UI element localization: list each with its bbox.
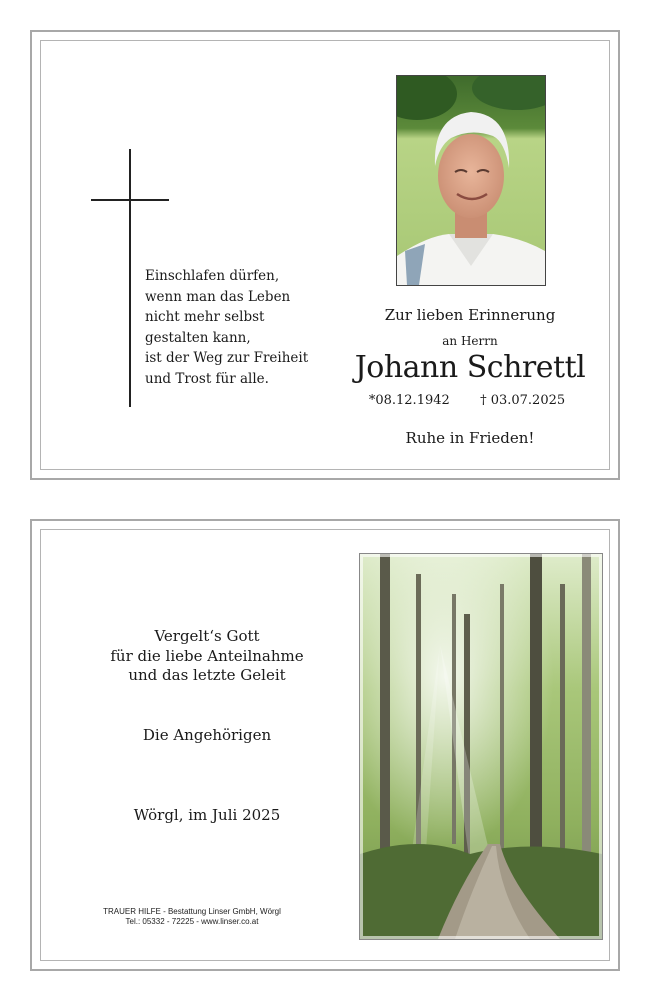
memorial-card-back — [30, 519, 620, 971]
poem-line: wenn man das Leben — [145, 288, 291, 305]
thanks-text — [82, 627, 332, 686]
imprint-line: Tel.: 05332 - 72225 - www.linser.co.at — [125, 917, 259, 926]
deceased-name: Johann Schrettl — [354, 350, 586, 385]
memorial-card-front — [30, 30, 620, 480]
thanks-line: Vergelt‘s Gott — [154, 627, 260, 645]
poem-line: nicht mehr selbst — [145, 309, 265, 325]
funeral-home-imprint — [72, 907, 312, 927]
place-date: Wörgl, im Juli 2025 — [133, 806, 281, 824]
poem-line: gestalten kann, — [145, 329, 251, 346]
poem-line: ist der Weg zur Freiheit — [145, 350, 309, 366]
salutation: an Herrn — [442, 334, 498, 348]
birth-date: *08.12.1942 — [368, 393, 450, 408]
life-dates — [362, 393, 572, 408]
poem-line: Einschlafen dürfen, — [145, 268, 280, 284]
farewell-text: Ruhe in Frieden! — [405, 429, 535, 447]
portrait-photo — [396, 75, 546, 286]
forest-path-image — [359, 553, 603, 940]
thanks-line: und das letzte Geleit — [128, 666, 286, 684]
imprint-line: TRAUER HILFE - Bestattung Linser GmbH, Wörgl — [103, 907, 281, 916]
family-signature: Die Angehörigen — [142, 726, 272, 744]
death-date: † 03.07.2025 — [480, 393, 566, 408]
thanks-line: für die liebe Anteilnahme — [110, 646, 304, 665]
poem — [145, 266, 320, 389]
poem-line: und Trost für alle. — [145, 370, 269, 387]
memory-heading: Zur lieben Erinnerung — [384, 306, 556, 324]
